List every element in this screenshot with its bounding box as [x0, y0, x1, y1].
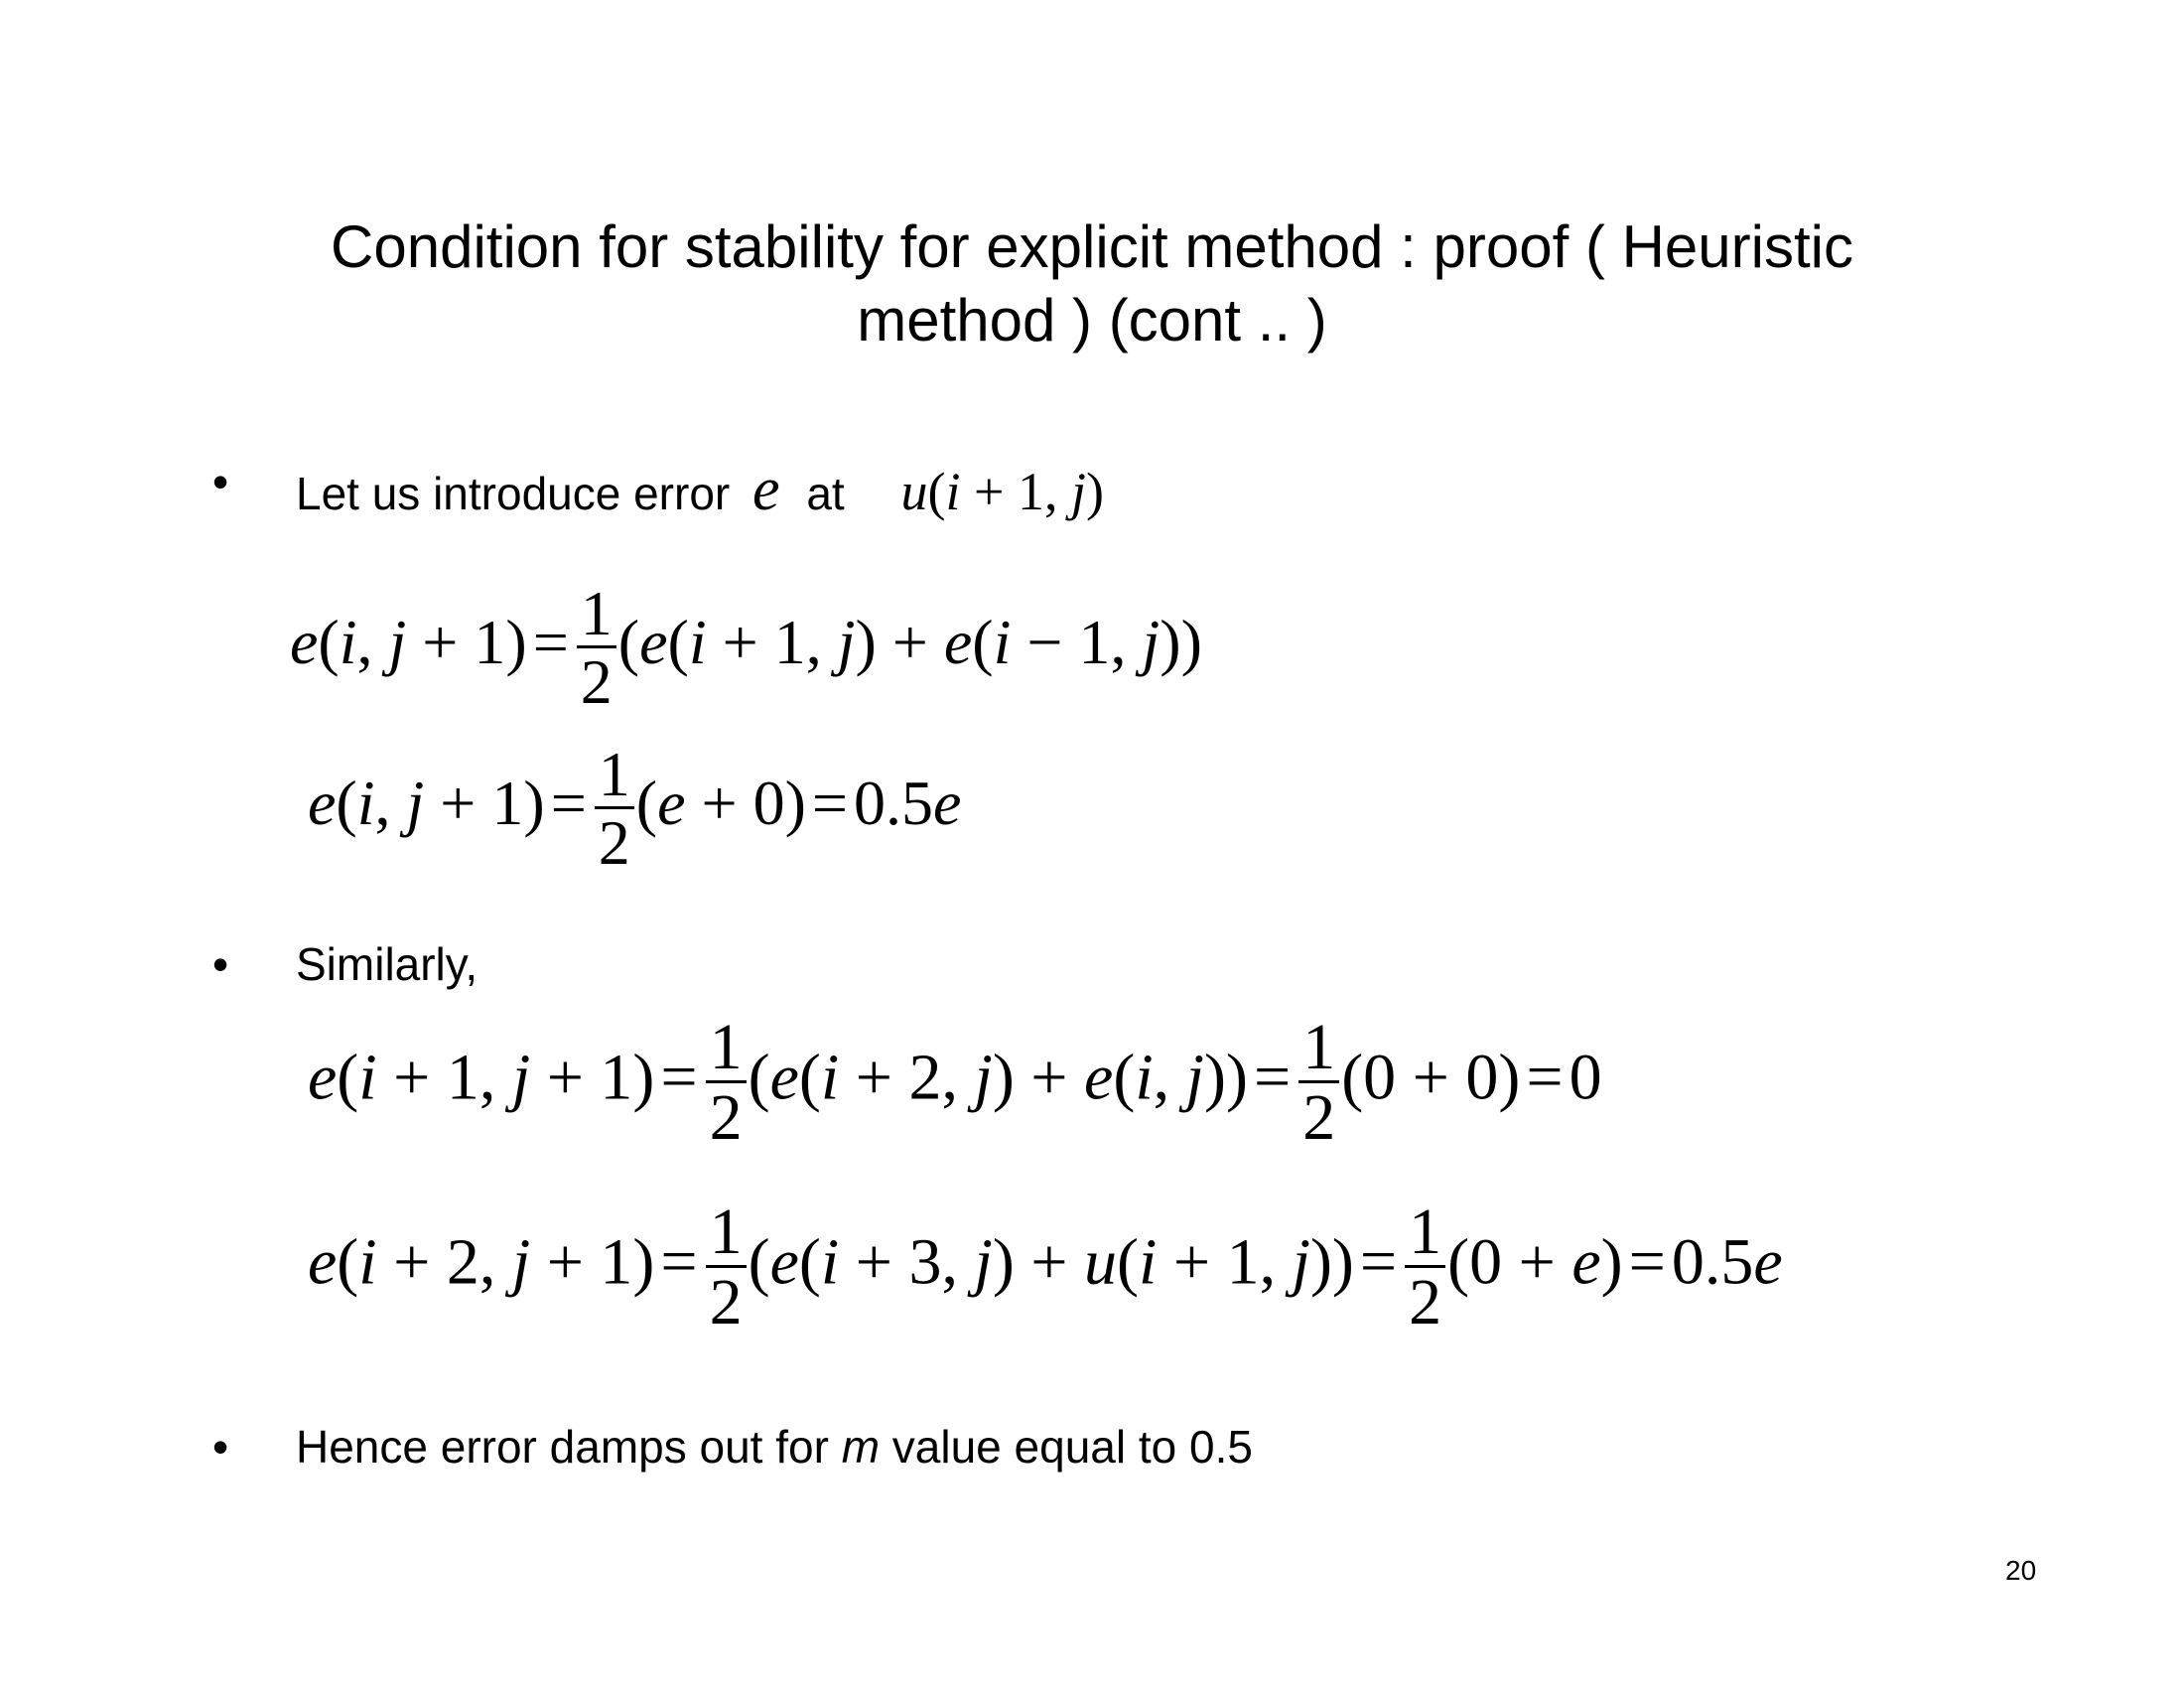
bullet-text: Let us introduce error e at u(i + 1, j) [296, 456, 1104, 523]
u-expression: u(i + 1, j) [900, 462, 1104, 521]
bullet-text: Hence error damps out for m value equal to 0.5 [296, 1421, 1253, 1473]
bullet-marker: • [212, 938, 229, 990]
page-number: 20 [2005, 1555, 2037, 1586]
m-variable: m [841, 1421, 881, 1473]
slide-title: Condition for stability for explicit method : proof ( Heuristic method ) (cont .. ) [331, 213, 1853, 353]
fraction-half: $\frac{1}{2}$ [595, 743, 634, 876]
equation-3: e(i + 1, j + 1)= $\frac{1}{2}$ (e(i + 2, j) + e(i, j))= $\frac{1}{2}$ (0 + 0)=0 [308, 1011, 1602, 1154]
bullet-text: Similarly, [296, 938, 478, 990]
bullet-marker: • [212, 456, 229, 507]
equation-1: e(i, j + 1)= $\frac{1}{2}$ (e(i + 1, j) + e(i − 1, j)) [290, 578, 1202, 717]
fraction-half: $\frac{1}{2}$ [1405, 1199, 1445, 1336]
fraction-half: $\frac{1}{2}$ [1298, 1015, 1339, 1152]
fraction-half: $\frac{1}{2}$ [706, 1199, 747, 1336]
equation-2: e(i, j + 1)= $\frac{1}{2}$ (e + 0)=0.5e [308, 739, 962, 878]
bullet-marker: • [212, 1421, 229, 1473]
fraction-half: $\frac{1}{2}$ [706, 1015, 747, 1152]
equation-4: e(i + 2, j + 1)= $\frac{1}{2}$ (e(i + 3, j) + u(i + 1, j))= $\frac{1}{2}$ (0 + e)=0.5e [308, 1196, 1783, 1338]
fraction-half: $\frac{1}{2}$ [577, 582, 616, 715]
equation-text [0, 0, 1, 1]
error-symbol: e [752, 456, 780, 523]
